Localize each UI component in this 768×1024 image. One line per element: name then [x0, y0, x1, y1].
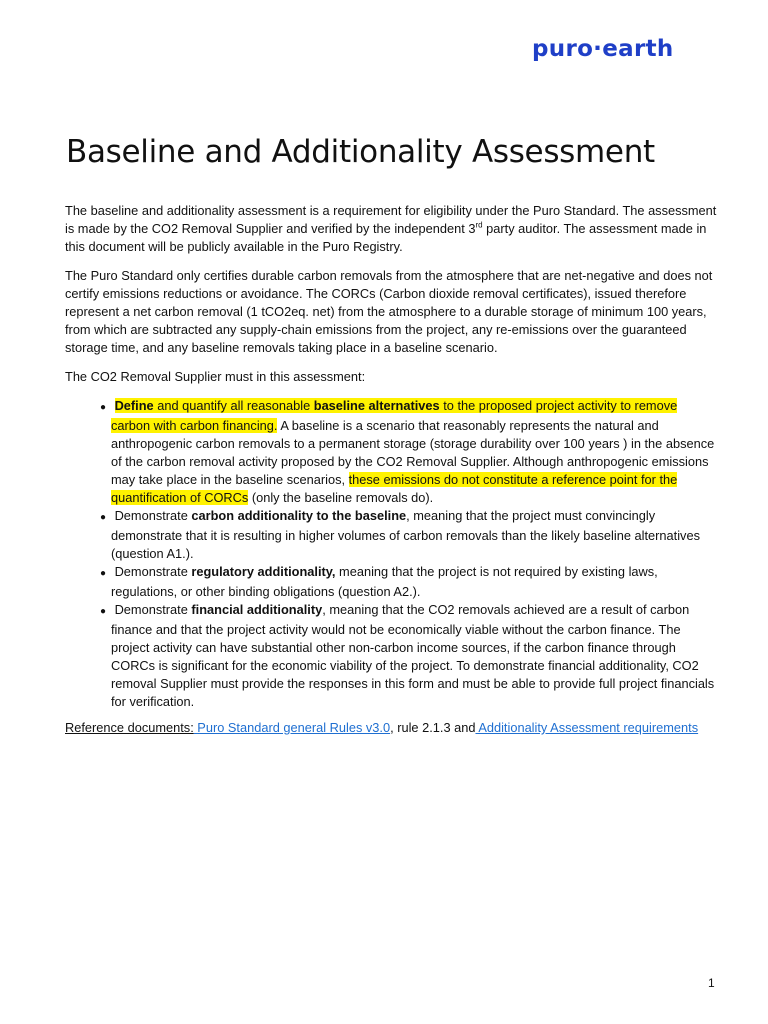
- list-item: ● Define and quantify all reasonable baseline alternatives to the proposed project activity to remove carbon with carbon financing. A baseline is a scenario that reasonably represents the natural and anthropogenic carbon removals to a permanent storage (storage durability over 100 years ) in the absence of the carbon removal activity proposed by the CO2 Removal Supplier. Although anthropogenic emissions may take place in the baseline scenarios, these emissions do not constitute a reference point for the quantification of CORCs (only the baseline removals do).: [100, 398, 715, 505]
- bullet-icon: ●: [100, 568, 107, 579]
- list-item: ● Demonstrate carbon additionality to the baseline, meaning that the project must convincingly demonstrate that it is resulting in higher volumes of carbon removals than the likely baseline alternatives (question A1.).: [100, 508, 700, 561]
- puro-earth-logo: puro·earth: [532, 36, 674, 62]
- reference-documents: Reference documents: Puro Standard general Rules v3.0, rule 2.1.3 and Additionality Assessment requirements: [65, 720, 699, 735]
- list-item: ● Demonstrate financial additionality, meaning that the CO2 removals achieved are a result of carbon finance and that the project activity would not be economically viable without the carbon finance. The project activity can have substantial other non-carbon income sources, if the carbon finance through CORCs is significant for the economic viability of the project. To demonstrate financial additionality, CO2 removal Supplier must provide the responses in this form and must be able to provide full project financials for verification.: [100, 602, 715, 709]
- bullet-icon: ●: [100, 606, 107, 617]
- reference-label: Reference documents:: [65, 720, 194, 735]
- page-title: Baseline and Additionality Assessment: [66, 134, 655, 170]
- additionality-requirements-link[interactable]: Additionality Assessment requirements: [475, 720, 699, 735]
- intro-paragraph-1: The baseline and additionality assessment is a requirement for eligibility under the Puro Standard. The assessment is made by the CO2 Removal Supplier and verified by the independent 3rd party auditor. The assessment made in this document will be publicly available in the Puro Registry.: [65, 203, 717, 254]
- bullet-icon: ●: [100, 512, 107, 523]
- list-item: ● Demonstrate regulatory additionality, meaning that the project is not required by existing laws, regulations, or other binding obligations (question A2.).: [100, 564, 658, 599]
- requirements-list: [65, 397, 717, 711]
- page-number: 1: [708, 976, 715, 990]
- bullet-icon: ●: [100, 402, 107, 413]
- intro-paragraph-3: The CO2 Removal Supplier must in this assessment:: [65, 369, 366, 384]
- document-body: [65, 202, 717, 748]
- puro-rules-link[interactable]: Puro Standard general Rules v3.0: [193, 720, 391, 735]
- intro-paragraph-2: The Puro Standard only certifies durable carbon removals from the atmosphere that are net-negative and does not certify emissions reductions or avoidance. The CORCs (Carbon dioxide removal certificates), issued therefore represent a net carbon removal (1 tCO2eq. net) from the atmosphere to a durable storage of minimum 100 years, from which are subtracted any supply-chain emissions from the project, any re-emissions over the guaranteed storage time, and any baseline removals taking place in a baseline scenario.: [65, 268, 713, 355]
